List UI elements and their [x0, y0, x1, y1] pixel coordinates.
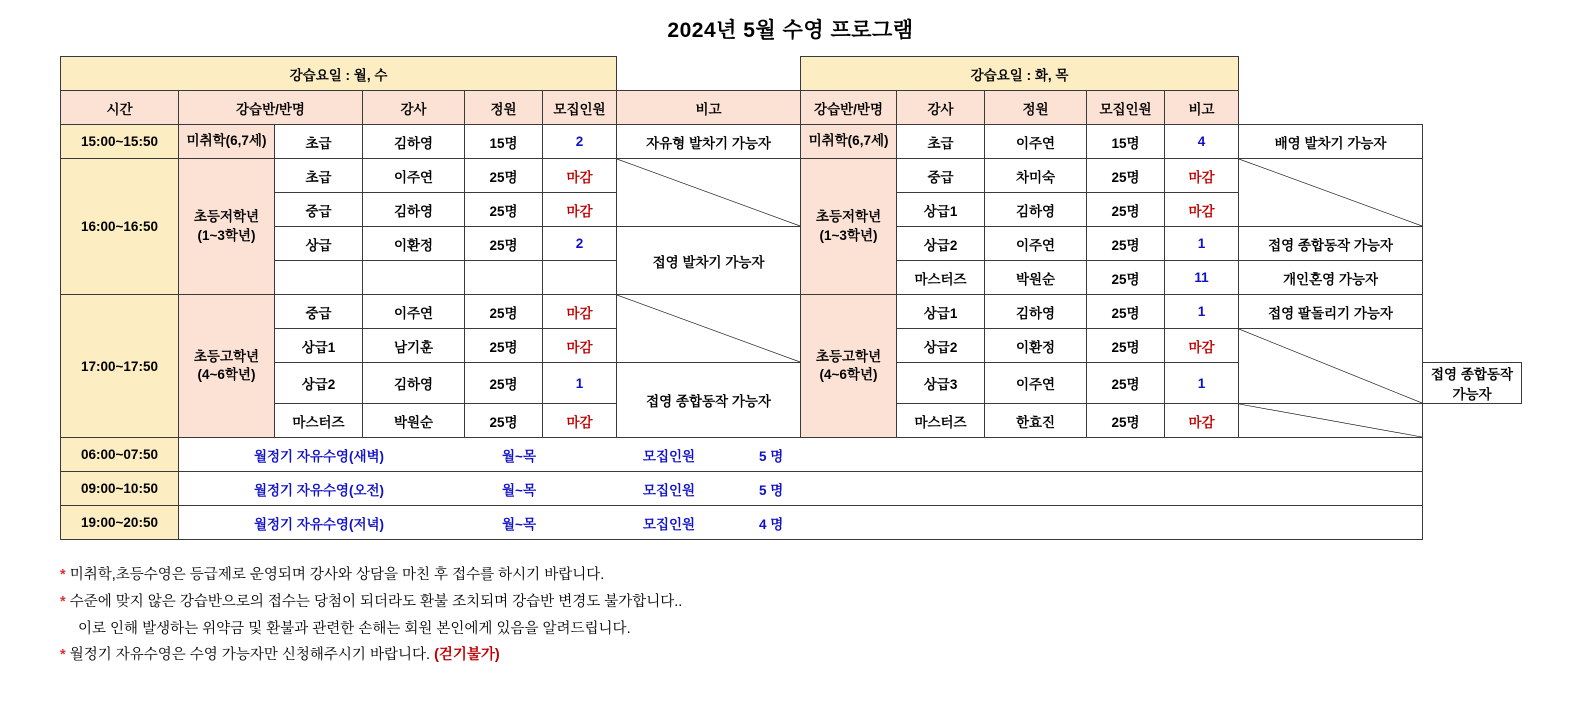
level-cell: 상급2: [897, 329, 985, 363]
recruit-cell: 마감: [543, 404, 617, 438]
level-cell: 상급3: [897, 363, 985, 404]
note-3-highlight: (걷기불가): [434, 647, 500, 664]
group-high-left: [179, 295, 275, 438]
remark-cell: 배영 발차기 가능자: [1239, 125, 1423, 159]
instructor-cell: 김하영: [363, 193, 465, 227]
group-pre-left: 미취학(6,7세): [179, 125, 275, 159]
level-cell: 마스터즈: [897, 261, 985, 295]
column-header-row: [61, 91, 1522, 125]
level-cell: 중급: [275, 295, 363, 329]
free-time-3: 19:00~20:50: [61, 506, 179, 540]
remark-cell: 접영 종합동작 가능자: [617, 363, 801, 438]
note-2: [60, 589, 1581, 616]
note-2-text: 수준에 맞지 않은 강습반으로의 접수는 당첨이 되더라도 환불 조치되며 강습반 변경도 불가합니다..: [69, 593, 683, 610]
recruit-cell: 1: [1165, 295, 1239, 329]
remark-cell: 접영 발차기 가능자: [617, 227, 801, 295]
instructor-cell: 이주연: [985, 227, 1087, 261]
recruit-cell: 2: [543, 125, 617, 159]
level-cell: 상급2: [275, 363, 363, 404]
note-1: [60, 562, 1581, 589]
header-spacer-right: [1239, 57, 1423, 91]
remark-cell: 자유형 발차기 가능자: [617, 125, 801, 159]
page-root: [0, 14, 1581, 706]
remark-cell-diagonal: [1239, 329, 1423, 404]
recruit-cell: 11: [1165, 261, 1239, 295]
level-cell: 중급: [897, 159, 985, 193]
instructor-cell: 김하영: [985, 193, 1087, 227]
time-slot-2: 16:00~16:50: [61, 159, 179, 295]
note-2b-text: 이로 인해 발생하는 위약금 및 환불과 관련한 손해는 회원 본인에게 있음을 알려드립니다.: [78, 620, 631, 637]
recruit-cell: 마감: [1165, 329, 1239, 363]
level-cell: 초급: [275, 159, 363, 193]
capacity-cell: 15명: [1087, 125, 1165, 159]
free-swim-cap-label: 모집인원: [642, 448, 696, 464]
table-row: [61, 227, 1522, 261]
level-cell: 초급: [897, 125, 985, 159]
free-swim-cap-label: 모집인원: [642, 516, 696, 532]
recruit-cell: 4: [1165, 125, 1239, 159]
level-cell: 중급: [275, 193, 363, 227]
instructor-cell: 박원순: [985, 261, 1087, 295]
header-spacer-left: [617, 57, 801, 91]
remark-cell: 접영 종합동작 가능자: [1239, 227, 1423, 261]
table-row: [61, 159, 1522, 193]
level-cell: 상급1: [275, 329, 363, 363]
recruit-cell: 마감: [543, 193, 617, 227]
level-cell: 마스터즈: [897, 404, 985, 438]
col-time: 시간: [61, 91, 179, 125]
recruit-cell: 마감: [543, 295, 617, 329]
remark-cell: 접영 종합동작 가능자: [1423, 363, 1522, 404]
recruit-cell: 마감: [543, 159, 617, 193]
col-recruit-right: 모집인원: [1087, 91, 1165, 125]
free-swim-days: 월~목: [502, 448, 536, 464]
free-swim-cell: [179, 506, 1423, 540]
instructor-cell: [363, 261, 465, 295]
capacity-cell: 15명: [465, 125, 543, 159]
free-swim-cap-value: 5 명: [759, 448, 784, 464]
group-low-left-line2: (1~3학년): [197, 227, 256, 243]
asterisk-icon: *: [60, 567, 66, 583]
capacity-cell: 25명: [1087, 261, 1165, 295]
group-low-right: [801, 159, 897, 295]
level-cell: [275, 261, 363, 295]
capacity-cell: 25명: [465, 404, 543, 438]
instructor-cell: 김하영: [363, 363, 465, 404]
remark-cell-diagonal: [1239, 159, 1423, 227]
capacity-cell: 25명: [465, 227, 543, 261]
group-low-left: [179, 159, 275, 295]
capacity-cell: 25명: [465, 193, 543, 227]
right-days-header: 강습요일 : 화, 목: [801, 57, 1239, 91]
capacity-cell: [465, 261, 543, 295]
instructor-cell: 이주연: [363, 159, 465, 193]
col-instructor-left: 강사: [363, 91, 465, 125]
capacity-cell: 25명: [1087, 363, 1165, 404]
capacity-cell: 25명: [1087, 193, 1165, 227]
instructor-cell: 김하영: [985, 295, 1087, 329]
instructor-cell: 차미숙: [985, 159, 1087, 193]
free-swim-cell: [179, 438, 1423, 472]
asterisk-icon: *: [60, 647, 66, 664]
instructor-cell: 이환정: [985, 329, 1087, 363]
group-high-left-line2: (4~6학년): [197, 367, 256, 382]
time-slot-1: 15:00~15:50: [61, 125, 179, 159]
free-time-1: 06:00~07:50: [61, 438, 179, 472]
instructor-cell: 한효진: [985, 404, 1087, 438]
group-pre-right: 미취학(6,7세): [801, 125, 897, 159]
col-capacity-right: 정원: [985, 91, 1087, 125]
remark-cell-diagonal: [1239, 404, 1423, 438]
group-high-right-line2: (4~6학년): [819, 367, 878, 382]
time-slot-3: 17:00~17:50: [61, 295, 179, 438]
capacity-cell: 25명: [465, 363, 543, 404]
capacity-cell: 25명: [1087, 329, 1165, 363]
recruit-cell: 2: [543, 227, 617, 261]
notes-section: [60, 562, 1581, 669]
capacity-cell: 25명: [465, 329, 543, 363]
left-days-header: 강습요일 : 월, 수: [61, 57, 617, 91]
group-low-left-line1: 초등저학년: [193, 209, 260, 225]
recruit-cell: 마감: [543, 329, 617, 363]
free-swim-cap-label: 모집인원: [642, 482, 696, 498]
col-capacity-left: 정원: [465, 91, 543, 125]
free-time-2: 09:00~10:50: [61, 472, 179, 506]
level-cell: 초급: [275, 125, 363, 159]
note-3: [60, 642, 1581, 669]
recruit-cell: 1: [543, 363, 617, 404]
remark-cell-diagonal: [617, 295, 801, 363]
swimming-schedule-table: [60, 56, 1522, 540]
level-cell: 상급1: [897, 295, 985, 329]
col-remark-right: 비고: [1165, 91, 1239, 125]
asterisk-icon: *: [60, 593, 66, 610]
free-swim-name: 월정기 자유수영(오전): [253, 482, 385, 498]
col-class-right: 강습반/반명: [801, 91, 897, 125]
col-remark-left: 비고: [617, 91, 801, 125]
free-swim-name: 월정기 자유수영(저녁): [253, 516, 385, 532]
table-row: [61, 125, 1522, 159]
group-low-right-line1: 초등저학년: [815, 209, 882, 225]
free-swim-cell: [179, 472, 1423, 506]
day-header-row: [61, 57, 1522, 91]
remark-cell-diagonal: [617, 159, 801, 227]
capacity-cell: 25명: [1087, 227, 1165, 261]
free-swim-cap-value: 4 명: [759, 516, 784, 532]
group-high-left-line1: 초등고학년: [193, 348, 260, 364]
instructor-cell: 이주연: [363, 295, 465, 329]
recruit-cell: 마감: [1165, 404, 1239, 438]
instructor-cell: 이환정: [363, 227, 465, 261]
free-swim-days: 월~목: [502, 516, 536, 532]
remark-cell: 개인혼영 가능자: [1239, 261, 1423, 295]
free-swim-cap-value: 5 명: [759, 482, 784, 498]
free-swim-row: [61, 438, 1522, 472]
level-cell: 상급1: [897, 193, 985, 227]
group-low-right-line2: (1~3학년): [819, 227, 878, 243]
free-swim-name: 월정기 자유수영(새벽): [253, 448, 385, 464]
capacity-cell: 25명: [465, 295, 543, 329]
group-high-right-line1: 초등고학년: [815, 348, 882, 364]
col-class-left: 강습반/반명: [179, 91, 363, 125]
level-cell: 상급2: [897, 227, 985, 261]
remark-cell: 접영 팔돌리기 가능자: [1239, 295, 1423, 329]
recruit-cell: 1: [1165, 227, 1239, 261]
instructor-cell: 이주연: [985, 125, 1087, 159]
capacity-cell: 25명: [465, 159, 543, 193]
recruit-cell: 마감: [1165, 159, 1239, 193]
note-3-text: 월정기 자유수영은 수영 가능자만 신청해주시기 바랍니다.: [69, 647, 431, 664]
col-recruit-left: 모집인원: [543, 91, 617, 125]
level-cell: 상급: [275, 227, 363, 261]
recruit-cell: [543, 261, 617, 295]
note-1-text: 미취학,초등수영은 등급제로 운영되며 강사와 상담을 마친 후 접수를 하시기 바랍니다.: [69, 567, 605, 583]
recruit-cell: 1: [1165, 363, 1239, 404]
instructor-cell: 남기훈: [363, 329, 465, 363]
col-instructor-right: 강사: [897, 91, 985, 125]
instructor-cell: 이주연: [985, 363, 1087, 404]
level-cell: 마스터즈: [275, 404, 363, 438]
instructor-cell: 김하영: [363, 125, 465, 159]
instructor-cell: 박원순: [363, 404, 465, 438]
capacity-cell: 25명: [1087, 295, 1165, 329]
free-swim-row: [61, 472, 1522, 506]
recruit-cell: 마감: [1165, 193, 1239, 227]
free-swim-row: [61, 506, 1522, 540]
note-2b: [60, 616, 1581, 643]
table-row: [61, 295, 1522, 329]
group-high-right: [801, 295, 897, 438]
capacity-cell: 25명: [1087, 404, 1165, 438]
page-title: 2024년 5월 수영 프로그램: [667, 19, 914, 42]
free-swim-days: 월~목: [502, 482, 536, 498]
capacity-cell: 25명: [1087, 159, 1165, 193]
